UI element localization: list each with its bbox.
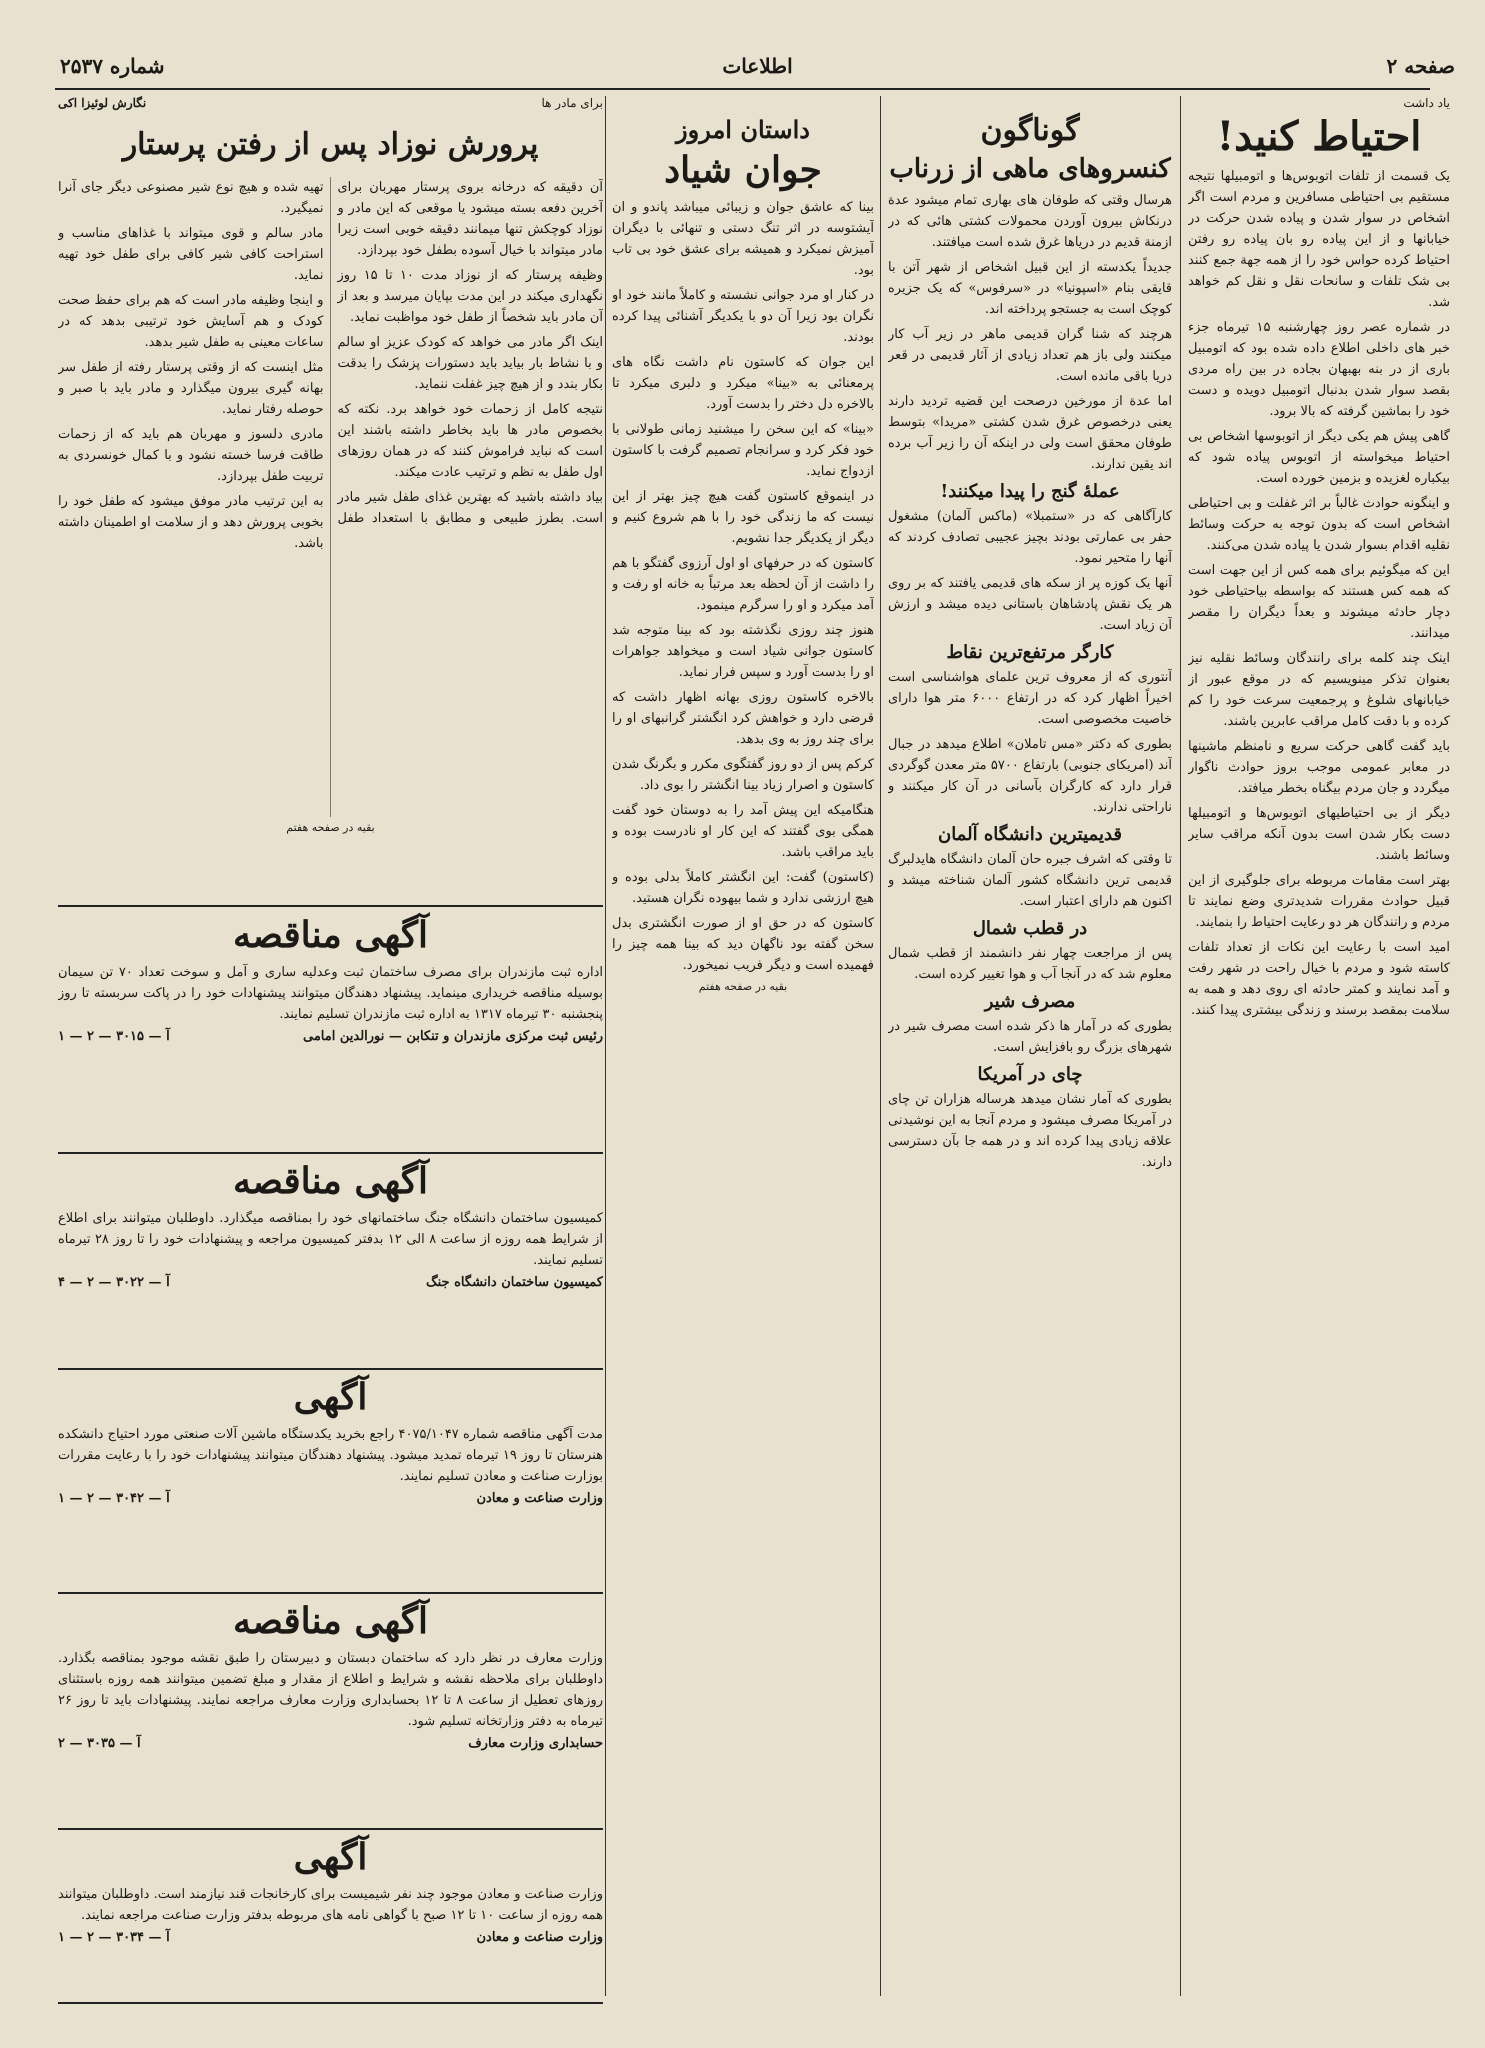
paragraph: در اینموقع کاستون گفت هیچ چیز بهتر از این نیست که ما زندگی خود را با هم شروع کنیم و دیگر از یکدیگر جدا نشویم. bbox=[612, 488, 874, 546]
column-divider bbox=[1180, 96, 1181, 1996]
paragraph: هرچند که شنا گران قدیمی ماهر در زیر آب کار میکنند ولی باز هم تعداد زیادی از آثار قدیمی در قعر دریا باقی مانده است. bbox=[888, 327, 1172, 385]
paragraph: اینک اگر مادر می خواهد که کودک عزیز او سالم و با نشاط بار بیاید باید دستورات پزشک را بدقت بکار بندد و از هیچ چیز غفلت ننماید. bbox=[337, 334, 603, 392]
paragraph: «بینا» که این سخن را میشنید زمانی طولانی با خود فکر کرد و سرانجام تصمیم گرفت با کاستون ازدواج نماید. bbox=[612, 421, 874, 479]
paragraph: آن دقیقه که درخانه بروی پرستار مهربان برای آخرین دفعه بسته میشود یا موقعی که این مادر و نوزاد کوچکش تنها میمانند دقیقه خوبی است زیرا مادر میتواند با خیال آسوده بطفل خود بپردازد. bbox=[337, 179, 603, 258]
paragraph: در شماره عصر روز چهارشنبه ۱۵ تیرماه جزء خبر های داخلی اطلاع داده شده بود که اتومبیل باری از در بنه بهبهان بجاده در بین راه مردی بقصد سوار شدن بدنبال اتومبیل دویده و دست خود را بماشین گرفته که بالا برود. bbox=[1188, 320, 1450, 419]
section-kicker: داستان امروز bbox=[676, 115, 810, 144]
paragraph: دیگر از بی احتیاطیهای اتوبوس‌ها و اتومبیلها دست بکار شدن است بدون آنکه مراقب سایر وسائط باشند. bbox=[1188, 806, 1450, 863]
paragraph: باید گفت گاهی حرکت سریع و نامنظم ماشینها در معابر عمومی موجب بروز حوادث ناگوار میگردد و جان مردم بیگناه بخطر میافتد. bbox=[1188, 739, 1450, 796]
ad-code: آ — ۳۰۱۵ — ۲ — ۱ bbox=[58, 1029, 170, 1044]
article-headline: کنسروهای ماهی از زرناب bbox=[889, 153, 1171, 184]
subheading: کارگر مرتفع‌ترین نقاط bbox=[946, 642, 1114, 664]
byline: نگارش لوئیزا اکی bbox=[58, 96, 147, 110]
article-headline: پرورش نوزاد پس از رفتن پرستار bbox=[122, 127, 539, 162]
paragraph: امید است با رعایت این نکات از تعداد تلفات کاسته شود و مردم با خیال راحت در شهر رفت و آمد نمایند و کمتر حادثه ای روی دهد و همه به سلامت بمقصد برسند و زندگی بیشتری پیدا کنند. bbox=[1188, 940, 1450, 1018]
paragraph: هنگامیکه این پیش آمد را به دوستان خود گفت همگی بوی گفتند که این کار او نادرست بوده و باید مراقب باشد. bbox=[612, 802, 874, 860]
section-kicker: برای مادر ها bbox=[541, 96, 603, 110]
section-kicker: یاد داشت bbox=[1403, 96, 1450, 110]
paragraph: و اینجا وظیفه مادر است که هم برای حفظ صحت کودک و هم آسایش خود ترتیبی بدهد که در ساعات معینی به طفل شیر بدهد. bbox=[58, 292, 324, 350]
paragraph: کاستون که در حق او از صورت انگشتری بدل سخن گفته بود ناگهان دید که بینا همه چیز را فهمیده است و دیگر فریب نمیخورد. bbox=[612, 915, 874, 973]
ad-code: آ — ۳۰۴۲ — ۲ — ۱ bbox=[58, 1491, 170, 1506]
ad-rule bbox=[58, 1368, 603, 1370]
paragraph: جدیداً یکدسته از این قبیل اشخاص از شهر آتن با قایقی بنام «اسپونیا» در «سرفوس» که یک جزیره کوچک است به جستجو پرداخته اند. bbox=[888, 260, 1172, 318]
paragraph: به این ترتیب مادر موفق میشود که طفل خود را بخوبی پرورش دهد و از سلامت او اطمینان داشته باشد. bbox=[58, 493, 324, 551]
ad-title: آگهی bbox=[293, 1836, 368, 1878]
section-kicker: گوناگون bbox=[980, 113, 1080, 148]
paragraph: کارآگاهی که در «ستمبلا» (ماکس آلمان) مشغول حفر بی عمارتی بودند بچیز عجیبی تصادف کردند که آنها را متحیر نمود. bbox=[888, 509, 1172, 567]
editorial-headline: احتیاط کنید! bbox=[1216, 113, 1422, 160]
ad-signer: کمیسیون ساختمان دانشگاه جنگ bbox=[426, 1275, 603, 1290]
subheading: مصرف شیر bbox=[984, 991, 1076, 1013]
paragraph: بطوری که دکتر «مس تاملان» اطلاع میدهد در جبال آند (امریکای جنوبی) بارتفاع ۵۷۰۰ متر معدن گوگردی قرار دارد که کارگران بآسانی در آن کار میکنند و ناراحتی ندارند. bbox=[888, 737, 1172, 816]
continued-note: بقیه در صفحه هفتم bbox=[698, 979, 788, 993]
paragraph: مثل اینست که از وقتی پرستار رفته از طفل سر بهانه گیری بیرون میگذارد و مادر باید با صبر و حوصله رفتار نماید. bbox=[58, 359, 324, 417]
editorial-column bbox=[1188, 96, 1450, 1996]
ad-rule bbox=[58, 1828, 603, 1830]
ad-signer: حسابداری وزارت معارف bbox=[468, 1736, 603, 1751]
paragraph: مادری دلسوز و مهربان هم باید که از زحمات طاقت فرسا خسته نشود و با کمال خونسردی به تربیت طفل بپردازد. bbox=[58, 426, 324, 484]
notice-ad bbox=[58, 1374, 603, 1584]
paragraph: یک قسمت از تلفات اتوبوس‌ها و اتومبیلها نتیجه مستقیم بی احتیاطی مسافرین و مردم است اگر اشخاص در سوار شدن و پیاده شدن حرکت در خیابانها و از این پیاده رو بان پیاده رو رفتن احتیاط کرده حواس خود را از همه جهة جمع کنند بی شک تلفات و سانحات نقل و نقل کم خواهد شد. bbox=[1188, 169, 1450, 310]
paragraph: این جوان که کاستون نام داشت نگاه های پرمعنائی به «بینا» میکرد و دلبری میکرد تا بالاخره دل دختر را بدست آورد. bbox=[612, 354, 874, 412]
ad-rule bbox=[58, 1152, 603, 1154]
paragraph: آنتوری که از معروف ترین علمای هواشناسی است اخیراً اظهار کرد که در ارتفاع ۶۰۰۰ متر هوا دارای خاصیت مخصوصی است. bbox=[888, 670, 1172, 728]
column-divider bbox=[605, 96, 606, 1996]
ad-title: آگهی مناقصه bbox=[232, 914, 429, 956]
ad-code: آ — ۳۰۳۵ — ۲ bbox=[58, 1736, 141, 1751]
paragraph: بینا که عاشق جوان و زیبائی میباشد پاندو و ان آیشتوسه در اثر تنگ دستی و تنهائی با دیگران آمیزش نمیکرد و همیشه برای عشق خود بی تاب بود. bbox=[612, 199, 874, 278]
ad-rule bbox=[58, 1592, 603, 1594]
paragraph: بطوری که آمار نشان میدهد هرساله هزاران تن چای در آمریکا مصرف میشود و مردم آنجا به این نوشیدنی علاقه زیادی پیدا کرده اند و در همه جا بآن دسترسی دارند. bbox=[888, 1092, 1172, 1171]
paragraph: این که میگوئیم برای همه کس از این جهت است که همه کس هستند که بواسطه بیاحتیاطی خود دچار حادثه میشوند و بعداً دیگران را مقصر میدانند. bbox=[1188, 563, 1450, 641]
paragraph: پس از مراجعت چهار نفر دانشمند از قطب شمال معلوم شد که در آنجا آب و هوا تغییر کرده است. bbox=[888, 946, 1172, 983]
header-rule bbox=[55, 88, 1430, 90]
paragraph: در کنار او مرد جوانی نشسته و کاملاً مانند خود او نگران بود زیرا آن دو با یکدیگر آشنائی پیدا کرده بودند. bbox=[612, 287, 874, 345]
ad-title: آگهی مناقصه bbox=[232, 1600, 429, 1642]
paragraph: مادر سالم و قوی میتواند با غذاهای مناسب و استراحت کافی شیر کافی برای طفل خود تهیه نماید. bbox=[58, 225, 324, 283]
notice-ad bbox=[58, 1834, 603, 1999]
paragraph: هرسال وقتی که طوفان های بهاری تمام میشود عدة درنکاش بیرون آوردن محمولات کشتی هائی که در ازمنة قدیم در دریاها غرق شده است میافتند. bbox=[888, 193, 1172, 251]
subheading: چای در آمریکا bbox=[977, 1064, 1083, 1086]
paragraph: هنوز چند روزی نگذشته بود که بینا متوجه شد کاستون جوانی شیاد است و میخواهد جواهرات او را بدست آورد و سپس فرار نماید. bbox=[612, 622, 874, 680]
issue-number: شماره ۲۵۳۷ bbox=[60, 54, 165, 78]
ad-rule bbox=[58, 905, 603, 907]
page-header bbox=[60, 54, 1455, 90]
ad-code: آ — ۳۰۲۲ — ۲ — ۴ bbox=[58, 1275, 170, 1290]
ad-title: آگهی bbox=[293, 1376, 368, 1418]
paragraph: کرکم پس از دو روز گفتگوی مکرر و بگرنگ شدن کاستون و اصرار زیاد بینا انگشتر را بوی داد. bbox=[612, 756, 874, 793]
ad-rule bbox=[58, 2002, 603, 2004]
paragraph: کاستون که در حرفهای او اول آرزوی گفتگو با هم را داشت از آن لحظه بعد مرتباً به خانه او رفت و آمد میکرد و او را سرگرم مینمود. bbox=[612, 555, 874, 613]
article-body bbox=[58, 177, 603, 817]
miscellany-column bbox=[888, 96, 1172, 1996]
ad-signer: وزارت صناعت و معادن bbox=[476, 1930, 603, 1945]
column-divider bbox=[880, 96, 881, 1996]
paragraph: و اینگونه حوادث غالباً بر اثر غفلت و بی احتیاطی اشخاص است که بدون توجه به حرکت وسائط نقلیه اقدام بسوار شدن یا پیاده شدن می‌کنند. bbox=[1188, 496, 1450, 553]
paragraph: وظیفه پرستار که از نوزاد مدت ۱۰ تا ۱۵ روز نگهداری میکند در این مدت بپایان میرسد و بعد از آن مادر باید شخصاً از طفل خود مواظبت نماید. bbox=[337, 267, 603, 325]
story-headline: جوان شیاد bbox=[664, 148, 822, 191]
ad-text: وزارت معارف در نظر دارد که ساختمان دبستان و دبیرستان را طبق نقشه موجود بمناقصه بگذارد. داوطلبان برای ملاحظه نقشه و شرایط و اطلاع از مقدار و مبلغ تضمین میتوانند همه روزه باستثنای روزهای تعطیل از ساعت ۸ تا ۱۲ بحسابداری وزارت معارف مراجعه نمایند. پیشنهادات باید تا روز ۲۶ تیرماه به دفتر وزارتخانه تسلیم شود. bbox=[58, 1651, 603, 1729]
subheading: در قطب شمال bbox=[972, 918, 1088, 940]
ad-signer: وزارت صناعت و معادن bbox=[476, 1491, 603, 1506]
paragraph: آنها یک کوزه پر از سکه های قدیمی یافتند که بر روی هر یک نقش پادشاهان باستانی دیده میشد و ارزش آن زیاد است. bbox=[888, 576, 1172, 634]
tender-ad bbox=[58, 1598, 603, 1818]
paragraph: اما عدة از مورخین درصحت این قضیه تردید دارند یعنی درخصوص غرق شدن کشتی «مریدا» بتوسط طوفان محقق است ولی در اینکه آن را زیر آب برده اند یقین ندارند. bbox=[888, 394, 1172, 473]
newspaper-name: اطلاعات bbox=[722, 54, 793, 78]
ad-text: اداره ثبت مازندران برای مصرف ساختمان ثبت وعدلیه ساری و آمل و سوخت تعداد ۷۰ تن سیمان بوسیله مناقصه خریداری مینماید. پیشنهاد دهندگان میتوانند پیشنهادات خود را در پاکت سربسته تا روز پنجشنبه ۳۰ تیرماه ۱۳۱۷ به اداره ثبت مازندران تسلیم نمایند. bbox=[58, 965, 603, 1022]
ad-signer: رئیس ثبت مرکزی مازندران و تنکابن — نورالدین امامی bbox=[303, 1029, 603, 1044]
subheading: عملهٔ گنج را پیدا میکنند! bbox=[940, 481, 1120, 503]
page-number: صفحه ۲ bbox=[1386, 54, 1455, 78]
paragraph: نتیجه کامل از زحمات خود خواهد برد. نکته که بخصوص مادر ها باید بخاطر داشته باشند این است که نباید فراموش کنند که در همان روزهای اول طفل به نظم و ترتیب عادت میکند. bbox=[337, 401, 603, 480]
tender-ad bbox=[58, 912, 603, 1142]
ad-code: آ — ۳۰۳۴ — ۲ — ۱ bbox=[58, 1930, 170, 1945]
tender-ad bbox=[58, 1158, 603, 1358]
paragraph: بالاخره کاستون روزی بهانه اظهار داشت که قرضی دارد و خواهش کرد انگشتر گرانبهای او را برای چند روز به وی بدهد. bbox=[612, 689, 874, 747]
story-column bbox=[612, 96, 874, 1996]
ad-text: مدت آگهی مناقصه شماره ۴۰۷۵/۱۰۴۷ راجع بخرید یکدستگاه ماشین آلات صنعتی مورد احتیاج دانشکده هنرستان تا روز ۱۹ تیرماه تمدید میشود. پیشنهاد دهندگان میتوانند پیشنهادات خود را با رعایت مقررات بوزارت صناعت و معادن تسلیم نمایند. bbox=[58, 1427, 603, 1484]
parenting-article bbox=[58, 96, 603, 896]
paragraph: بیاد داشته باشید که بهترین غذای طفل شیر مادر است. بطرز طبیعی و مطابق با استعداد طفل تهیه شده و هیچ نوع شیر مصنوعی دیگر جای آنرا نمیگیرد. bbox=[58, 179, 603, 526]
paragraph: گاهی پیش هم یکی دیگر از اتوبوسها اشخاص بی احتیاط میخواسته از اتوبوس پیاده شود که بیکباره لغزیده و بزمین خورده است. bbox=[1188, 429, 1450, 486]
paragraph: بطوری که در آمار ها ذکر شده است مصرف شیر در شهرهای بزرگ رو بافزایش است. bbox=[888, 1019, 1172, 1056]
ad-text: وزارت صناعت و معادن موجود چند نفر شیمیست برای کارخانجات قند نیازمند است. داوطلبان میتوانند همه روزه از ساعت ۱۰ تا ۱۲ صبح با گواهی نامه های مربوطه بدفتر وزارت صناعت مراجعه نمایند. bbox=[58, 1887, 603, 1923]
ad-title: آگهی مناقصه bbox=[232, 1160, 429, 1202]
paragraph: (کاستون) گفت: این انگشتر کاملاً بدلی بوده و هیچ ارزشی ندارد و شما بیهوده نگران هستید. bbox=[612, 869, 874, 906]
paragraph: تا وقتی که اشرف جبره حان آلمان دانشگاه هایدلبرگ قدیمی ترین دانشگاه کشور آلمان شناخته میشد و اکنون هم دارای اعتبار است. bbox=[888, 852, 1172, 910]
continued-note: بقیه در صفحه هفتم bbox=[286, 820, 375, 834]
paragraph: اینک چند کلمه برای رانندگان وسائط نقلیه نیز بعنوان تذکر مینویسیم که در موقع عبور از خیابانهای شلوغ و پرجمعیت سرعت خود را کم کرده و با دقت کامل مراقب عابرین باشند. bbox=[1188, 651, 1450, 729]
paragraph: بهتر است مقامات مربوطه برای جلوگیری از این قبیل حوادث مقررات شدیدتری وضع نمایند تا مردم و رانندگان هر دو رعایت احتیاط را بنمایند. bbox=[1188, 873, 1450, 930]
subheading: قدیمیترین دانشگاه آلمان bbox=[937, 824, 1123, 846]
ad-text: کمیسیون ساختمان دانشگاه جنگ ساختمانهای خود را بمناقصه میگذارد. داوطلبان میتوانند برای اطلاع از شرایط همه روزه از ساعت ۸ الی ۱۲ بدفتر کمیسیون مراجعه و پیشنهادات خود را تا روز ۲۸ تیرماه تسلیم نمایند. bbox=[58, 1211, 603, 1268]
